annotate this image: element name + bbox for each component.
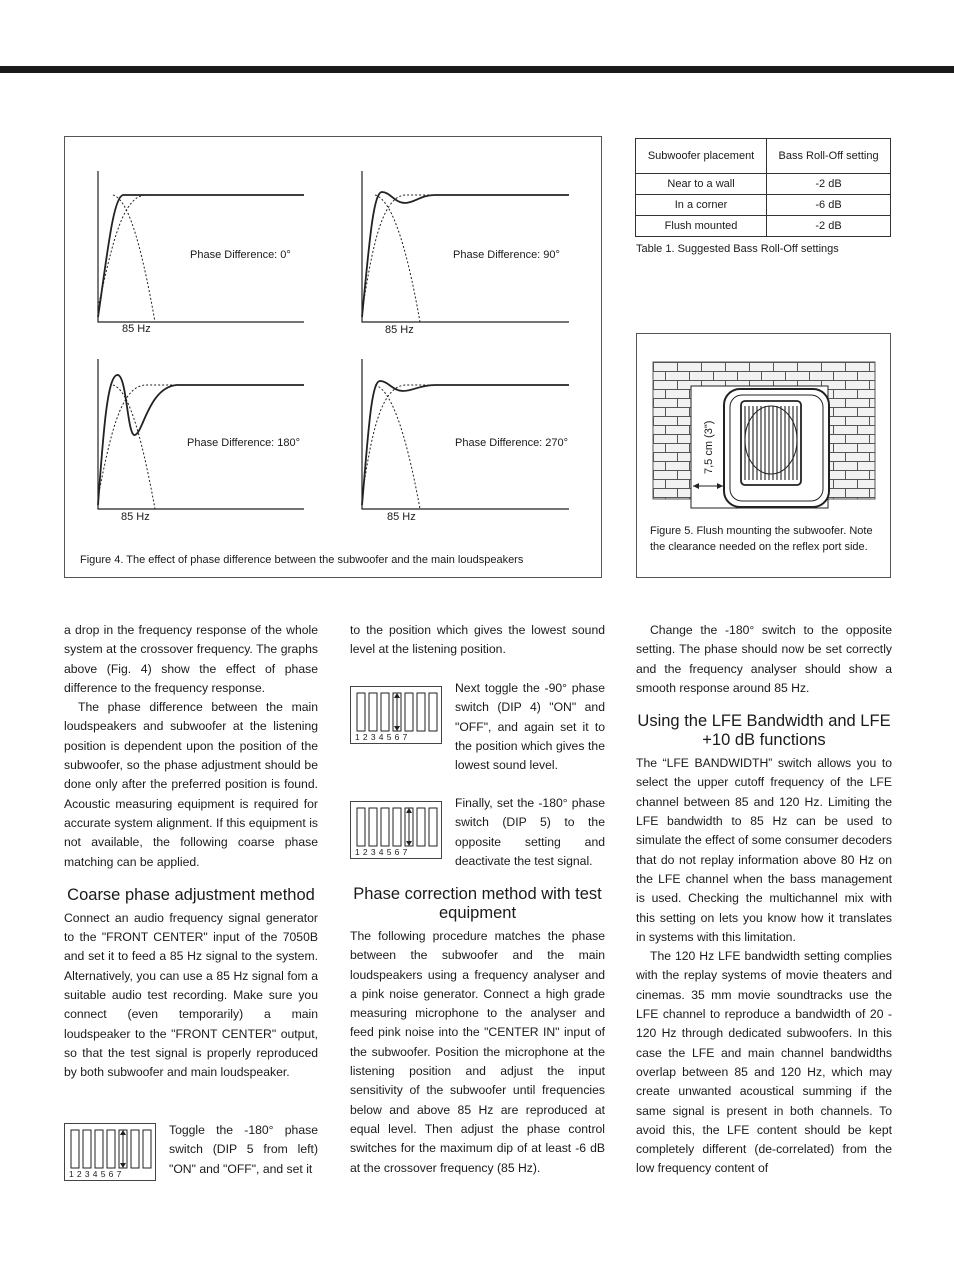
dip-switch-diagram-3 [350, 801, 442, 859]
dip-instruction-3 [455, 794, 605, 871]
section-heading: Phase correction method with test equipment [353, 885, 602, 922]
graph-label-phase-270: Phase Difference: 270° [455, 437, 569, 449]
figure-4 [64, 136, 602, 578]
graph-label-freq-90: 85 Hz [385, 324, 414, 336]
table-row [636, 174, 891, 195]
table-row [636, 216, 891, 237]
paragraph: The phase difference between the main loudspeakers and subwoofer at the listening position is dependent upon the position of the subwoofer, so the phase adjustment should be done only after the preferred position is found. Acoustic measuring equipment is required for accurate system alignment. If this equipment is not available, the following coarse phase matching can be applied. [64, 700, 318, 869]
section-heading: Coarse phase adjustment method [67, 885, 315, 904]
paragraph: Change the -180° switch to the opposite setting. The phase should now be set correctly and the frequency analyser should show a smooth response around 85 Hz. [636, 623, 892, 695]
paragraph: The 120 Hz LFE bandwidth setting complies with the replay systems of movie theaters and cinemas. 35 mm movie soundtracks use the LFE channel to reproduce a bandwidth of 20 - 120 Hz through dedicated subwoofers. In this case the LFE and main channel bandwidths overlap between 85 and 120 Hz, which may create unwanted acoustical summing if the same signal is present in both channels. To avoid this, the LFE content should be kept completely different (de-correlated) from the low frequency content of [636, 949, 892, 1176]
column-2-top [350, 621, 605, 660]
flush-mount-illustration [637, 334, 892, 519]
dip-switch-diagram-2 [350, 686, 442, 744]
bass-rolloff-table [635, 138, 891, 237]
dimension-label: 7,5 cm (3") [703, 420, 715, 474]
table-cell: In a corner [636, 195, 767, 216]
column-1 [64, 621, 318, 1083]
graph-label-phase-180: Phase Difference: 180° [187, 437, 301, 449]
dip-switch-numbers: 1234567 [69, 1169, 125, 1179]
table-header-setting: Bass Roll-Off setting [767, 139, 891, 174]
column-3 [636, 621, 892, 1179]
graph-label-freq-270: 85 Hz [387, 511, 416, 523]
section-heading: Using the LFE Bandwidth and LFE +10 dB functions [637, 712, 891, 750]
column-2-bottom [350, 885, 605, 1178]
dip-switch-numbers: 1234567 [355, 732, 411, 742]
graph-label-freq-180: 85 Hz [121, 511, 150, 523]
figure-4-caption: Figure 4. The effect of phase difference between the subwoofer and the main loudspeakers [80, 554, 524, 566]
table-cell: Flush mounted [636, 216, 767, 237]
graph-phase-90 [362, 171, 569, 322]
dip-instruction-2 [455, 679, 605, 775]
table-1-caption: Table 1. Suggested Bass Roll-Off settings [636, 243, 839, 255]
table-cell: Near to a wall [636, 174, 767, 195]
table-header-placement: Subwoofer placement [636, 139, 767, 174]
graph-label-freq-0: 85 Hz [122, 323, 151, 335]
paragraph: The following procedure matches the phase between the subwoofer and the main loudspeakers using a frequency analyser and a pink noise generator. Connect a high grade measuring microphone to the analyser and feed pink noise into the "CENTER IN" input of the subwoofer. Position the microphone at the listening position and adjust the input sensitivity of the subwoofer until frequencies below and above 85 Hz are reproduced at equal level. Then adjust the phase control switches for the maximum dip of at least -6 dB at the crossover frequency (85 Hz). [350, 929, 605, 1175]
figure-5 [636, 333, 891, 578]
paragraph: Next toggle the -90° phase switch (DIP 4) "ON" and "OFF", and again set it to the position which gives the lowest sound level. [455, 681, 605, 773]
dip-instruction-1 [169, 1121, 318, 1179]
paragraph: Connect an audio frequency signal generator to the "FRONT CENTER" input of the 7050B and set it to feed a 85 Hz signal to the system. Alternatively, you can use a 85 Hz signal fom a suitable audio test recording. Make sure you connect (even temporarily) a main loudspeaker to the "FRONT CENTER" output, so that the test signal is properly reproduced by both subwoofer and main loudspeaker. [64, 910, 318, 1080]
dip-switch-diagram-1 [64, 1123, 156, 1181]
paragraph: Toggle the -180° phase switch (DIP 5 from left) "ON" and "OFF", and set it [169, 1123, 318, 1176]
paragraph: The “LFE BANDWIDTH” switch allows you to select the upper cutoff frequency of the LFE channel between 85 and 120 Hz. Limiting the LFE bandwidth to 85 Hz can be used to simulate the effect of some consumer decoders that do not replay information above 80 Hz on the LFE channel when the bass management is used. Checking the multichannel mix with this setting on lets you know how it translates in systems with this limitation. [636, 756, 892, 944]
figure-5-caption: Figure 5. Flush mounting the subwoofer. Note the clearance needed on the reflex port side. [650, 525, 873, 553]
table-cell: -6 dB [767, 195, 891, 216]
graph-label-phase-0: Phase Difference: 0° [190, 249, 291, 261]
table-row [636, 195, 891, 216]
graph-label-phase-90: Phase Difference: 90° [453, 249, 560, 261]
graph-phase-270 [362, 359, 569, 509]
table-cell: -2 dB [767, 216, 891, 237]
graph-phase-0 [98, 171, 304, 322]
paragraph: Finally, set the -180° phase switch (DIP 5) to the opposite setting and deactivate the test signal. [455, 796, 605, 868]
table-cell: -2 dB [767, 174, 891, 195]
paragraph: a drop in the frequency response of the whole system at the crossover frequency. The graphs above (Fig. 4) show the effect of phase difference to the frequency response. [64, 623, 318, 695]
graph-phase-180 [98, 359, 304, 509]
table-header-row [636, 139, 891, 174]
paragraph: to the position which gives the lowest sound level at the listening position. [350, 623, 605, 657]
dip-switch-numbers: 1234567 [355, 847, 411, 857]
header-rule [0, 66, 954, 73]
